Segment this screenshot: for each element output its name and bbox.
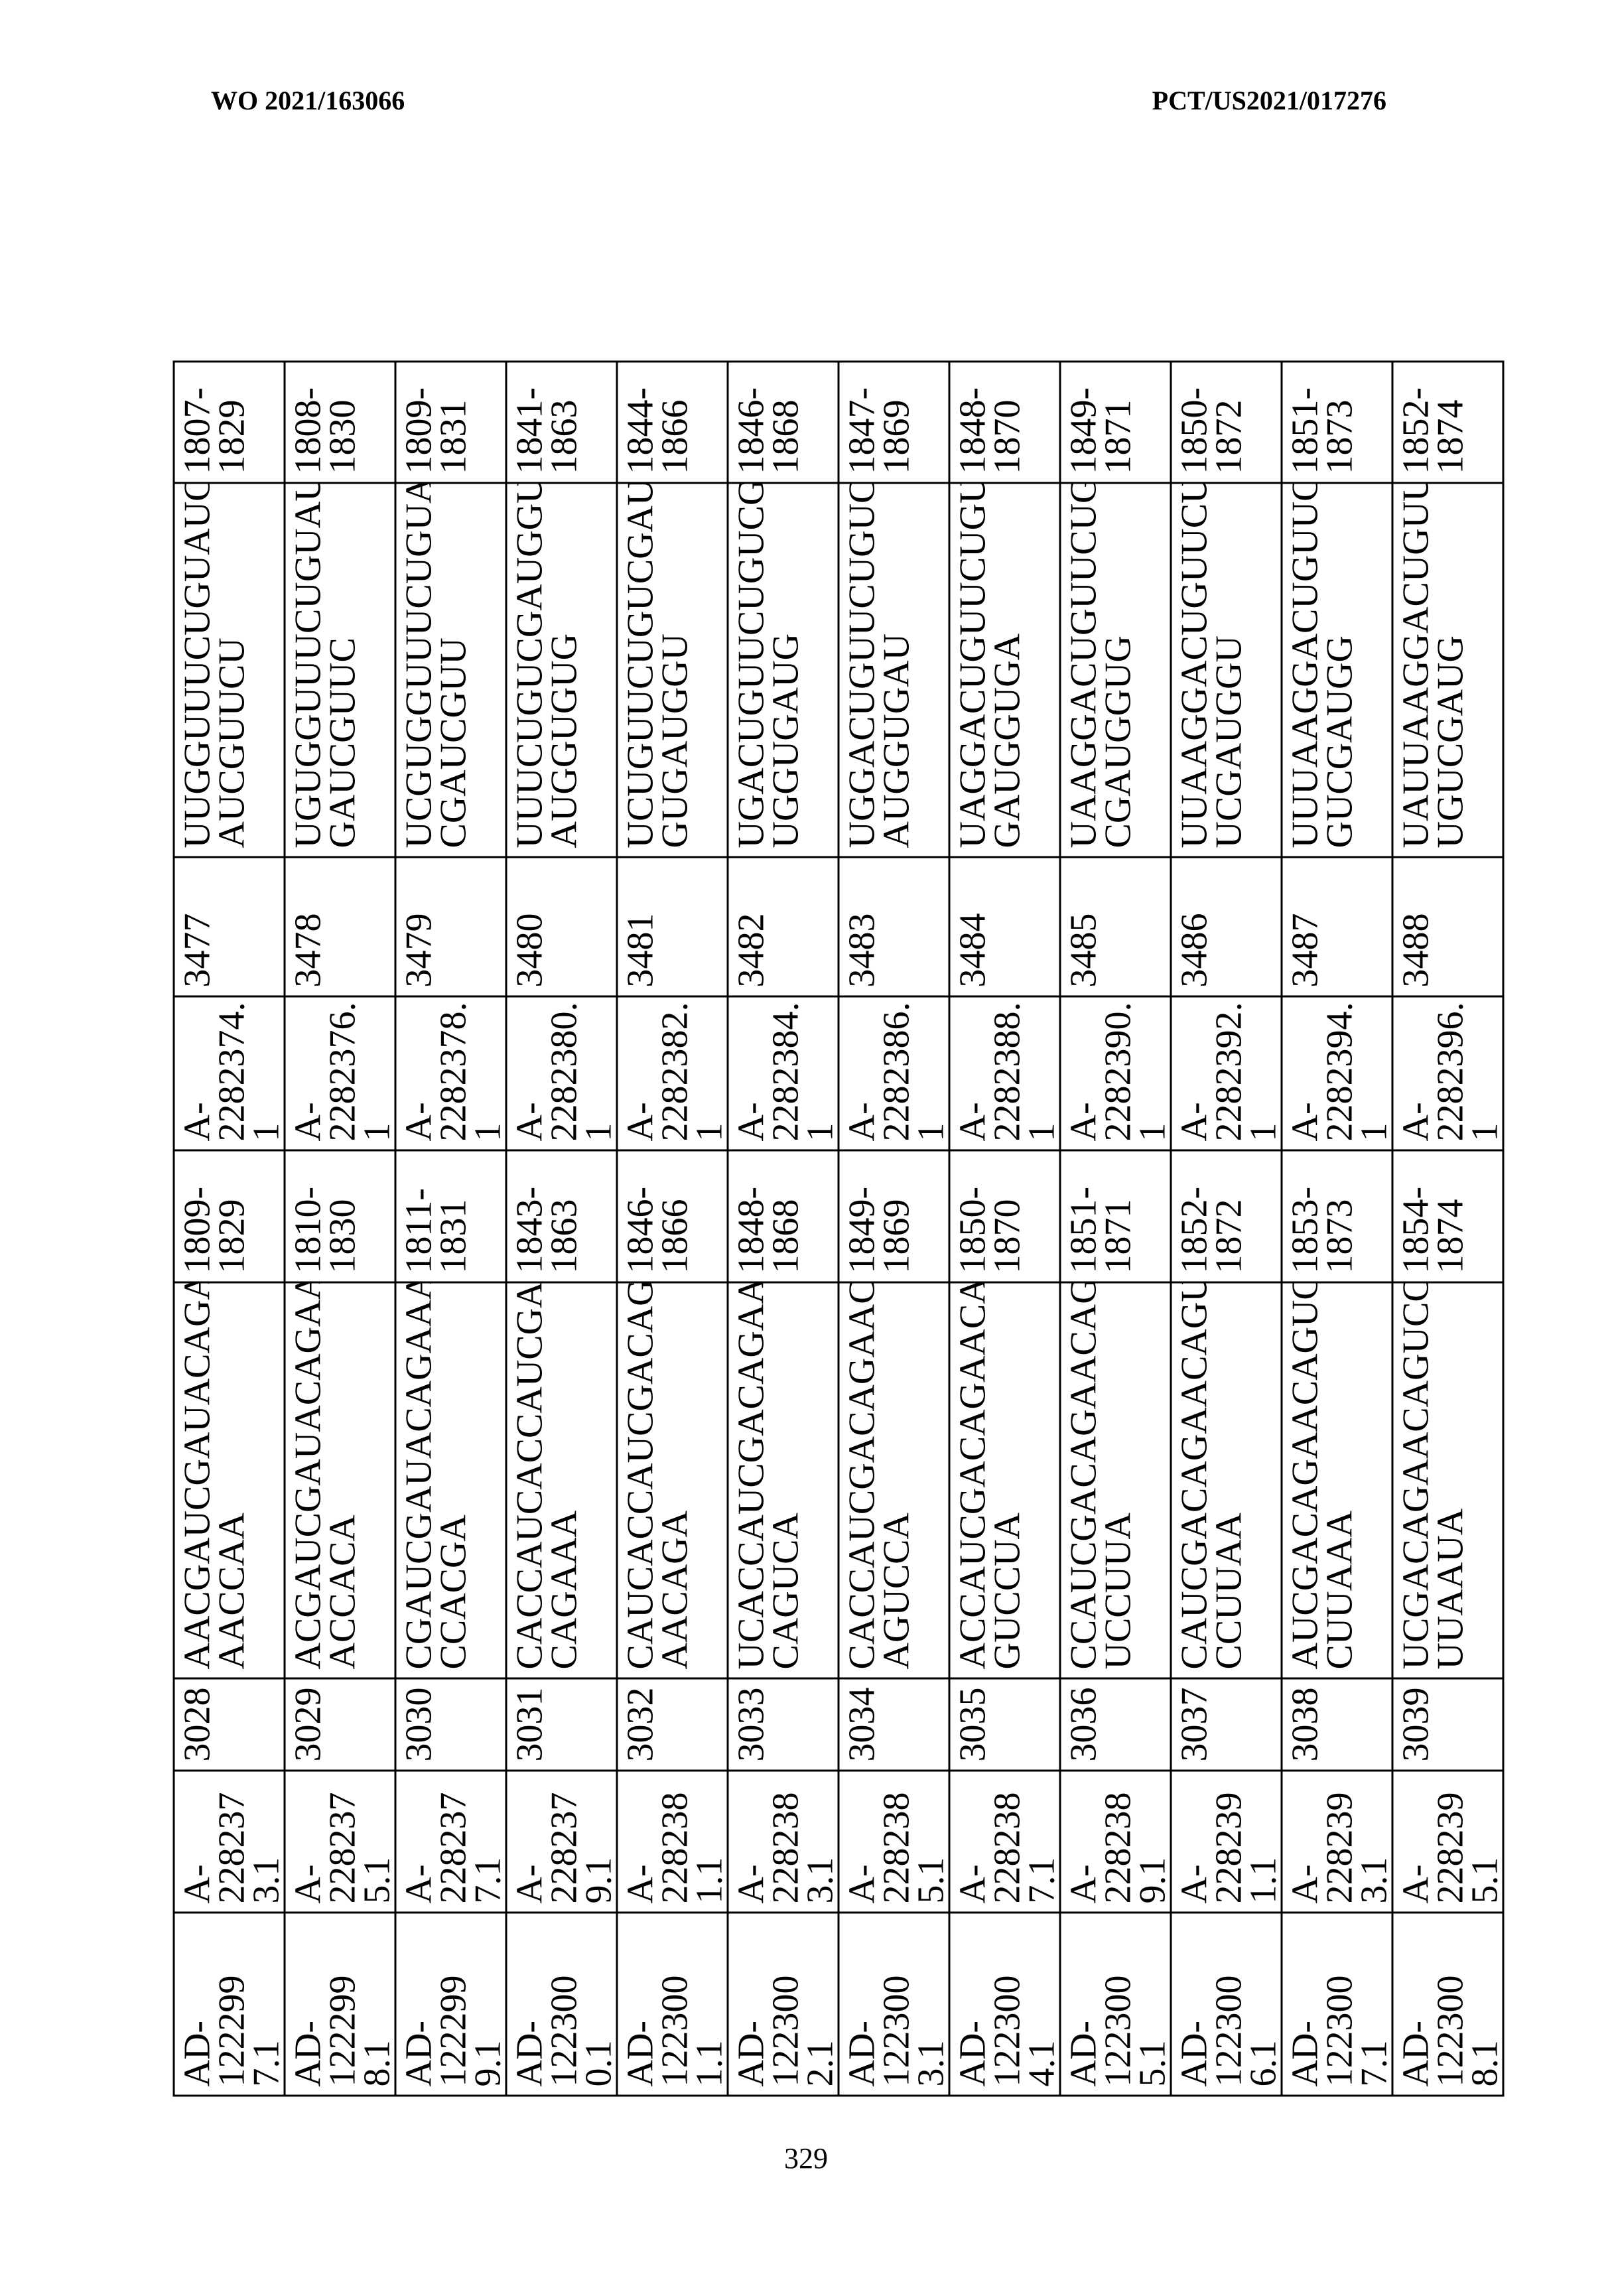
antisense-seq-id-cell: 3484 bbox=[949, 857, 1060, 996]
sense-range-cell: 1852- 1872 bbox=[1171, 1150, 1282, 1282]
antisense-range-cell: 1808- 1830 bbox=[285, 362, 395, 483]
antisense-sequence-cell: UUGGUUUCUGUAUCG AUCGUUCU bbox=[174, 483, 285, 857]
sense-range-cell: 1848- 1868 bbox=[728, 1150, 839, 1282]
antisense-range-cell: 1850- 1872 bbox=[1171, 362, 1282, 483]
sense-oligo-id-cell: A- 228238 3.1 bbox=[728, 1771, 839, 1913]
sense-range-cell: 1849- 1869 bbox=[839, 1150, 949, 1282]
antisense-seq-id-cell: 3485 bbox=[1060, 857, 1171, 996]
antisense-oligo-id-cell: A- 2282392. 1 bbox=[1171, 996, 1282, 1150]
sense-range-cell: 1809- 1829 bbox=[174, 1150, 285, 1282]
antisense-seq-id-cell: 3480 bbox=[506, 857, 617, 996]
duplex-id-cell: AD- 122300 2.1 bbox=[728, 1913, 839, 2096]
antisense-sequence-cell: UGGACUGUUCUGUCG AUGGUGAU bbox=[839, 483, 949, 857]
table-row bbox=[285, 362, 395, 2096]
sense-seq-id-cell: 3033 bbox=[728, 1678, 839, 1771]
antisense-range-cell: 1847- 1869 bbox=[839, 362, 949, 483]
sense-range-cell: 1846- 1866 bbox=[617, 1150, 728, 1282]
duplex-id-cell: AD- 122300 3.1 bbox=[839, 1913, 949, 2096]
sense-range-cell: 1810- 1830 bbox=[285, 1150, 395, 1282]
table-row bbox=[617, 362, 728, 2096]
duplex-id-cell: AD- 122299 8.1 bbox=[285, 1913, 395, 2096]
antisense-sequence-cell: UAUUAAGGACUGUUC UGUCGAUG bbox=[1392, 483, 1503, 857]
antisense-range-cell: 1844- 1866 bbox=[617, 362, 728, 483]
publication-number: WO 2021/163066 bbox=[211, 85, 405, 116]
antisense-range-cell: 1846- 1868 bbox=[728, 362, 839, 483]
table-row bbox=[174, 362, 285, 2096]
antisense-oligo-id-cell: A- 2282396. 1 bbox=[1392, 996, 1503, 1150]
antisense-seq-id-cell: 3488 bbox=[1392, 857, 1503, 996]
duplex-id-cell: AD- 122299 7.1 bbox=[174, 1913, 285, 2096]
antisense-seq-id-cell: 3487 bbox=[1282, 857, 1392, 996]
antisense-oligo-id-cell: A- 2282394. 1 bbox=[1282, 996, 1392, 1150]
sense-sequence-cell: CACCAUCACCAUCGA CAGAAA bbox=[506, 1282, 617, 1678]
antisense-oligo-id-cell: A- 2282386. 1 bbox=[839, 996, 949, 1150]
sense-seq-id-cell: 3034 bbox=[839, 1678, 949, 1771]
table-row bbox=[1060, 362, 1171, 2096]
sense-range-cell: 1851- 1871 bbox=[1060, 1150, 1171, 1282]
duplex-id-cell: AD- 122299 9.1 bbox=[395, 1913, 506, 2096]
sense-seq-id-cell: 3037 bbox=[1171, 1678, 1282, 1771]
antisense-range-cell: 1852- 1874 bbox=[1392, 362, 1503, 483]
duplex-id-cell: AD- 122300 8.1 bbox=[1392, 1913, 1503, 2096]
antisense-seq-id-cell: 3483 bbox=[839, 857, 949, 996]
sense-oligo-id-cell: A- 228239 1.1 bbox=[1171, 1771, 1282, 1913]
antisense-range-cell: 1841- 1863 bbox=[506, 362, 617, 483]
rotated-table-container bbox=[172, 362, 1449, 2096]
application-number: PCT/US2021/017276 bbox=[1152, 85, 1386, 116]
sense-oligo-id-cell: A- 228238 7.1 bbox=[949, 1771, 1060, 1913]
table-row bbox=[839, 362, 949, 2096]
sense-sequence-cell: CACCAUCGACAGAAC AGUCCA bbox=[839, 1282, 949, 1678]
sense-oligo-id-cell: A- 228239 5.1 bbox=[1392, 1771, 1503, 1913]
antisense-range-cell: 1807- 1829 bbox=[174, 362, 285, 483]
table-row bbox=[728, 362, 839, 2096]
sense-oligo-id-cell: A- 228238 5.1 bbox=[839, 1771, 949, 1913]
duplex-id-cell: AD- 122300 1.1 bbox=[617, 1913, 728, 2096]
antisense-range-cell: 1849- 1871 bbox=[1060, 362, 1171, 483]
antisense-oligo-id-cell: A- 2282384. 1 bbox=[728, 996, 839, 1150]
sense-range-cell: 1853- 1873 bbox=[1282, 1150, 1392, 1282]
antisense-sequence-cell: UCGUGGUUUCUGUAU CGAUCGUU bbox=[395, 483, 506, 857]
antisense-range-cell: 1851- 1873 bbox=[1282, 362, 1392, 483]
table-row bbox=[506, 362, 617, 2096]
sense-seq-id-cell: 3039 bbox=[1392, 1678, 1503, 1771]
sense-sequence-cell: AACGAUCGAUACAGA AACCAA bbox=[174, 1282, 285, 1678]
sense-sequence-cell: UCGACAGAACAGUCC UUAAUA bbox=[1392, 1282, 1503, 1678]
table-row bbox=[395, 362, 506, 2096]
antisense-sequence-cell: UUUAAGGACUGUUCU GUCGAUGG bbox=[1282, 483, 1392, 857]
sense-oligo-id-cell: A- 228237 7.1 bbox=[395, 1771, 506, 1913]
antisense-seq-id-cell: 3482 bbox=[728, 857, 839, 996]
sense-oligo-id-cell: A- 228237 3.1 bbox=[174, 1771, 285, 1913]
duplex-id-cell: AD- 122300 0.1 bbox=[506, 1913, 617, 2096]
sense-sequence-cell: ACGAUCGAUACAGAA ACCACA bbox=[285, 1282, 395, 1678]
antisense-sequence-cell: UAAGGACUGUUCUGU CGAUGGUG bbox=[1060, 483, 1171, 857]
antisense-range-cell: 1809- 1831 bbox=[395, 362, 506, 483]
duplex-id-cell: AD- 122300 7.1 bbox=[1282, 1913, 1392, 2096]
antisense-sequence-cell: UCUGUUCUGUCGAUG GUGAUGGU bbox=[617, 483, 728, 857]
antisense-range-cell: 1848- 1870 bbox=[949, 362, 1060, 483]
table-row bbox=[1171, 362, 1282, 2096]
sense-oligo-id-cell: A- 228238 9.1 bbox=[1060, 1771, 1171, 1913]
sense-seq-id-cell: 3030 bbox=[395, 1678, 506, 1771]
sense-seq-id-cell: 3031 bbox=[506, 1678, 617, 1771]
sense-seq-id-cell: 3038 bbox=[1282, 1678, 1392, 1771]
antisense-oligo-id-cell: A- 2282380. 1 bbox=[506, 996, 617, 1150]
antisense-sequence-cell: UAGGACUGUUCUGUC GAUGGUGA bbox=[949, 483, 1060, 857]
antisense-seq-id-cell: 3481 bbox=[617, 857, 728, 996]
antisense-oligo-id-cell: A- 2282390. 1 bbox=[1060, 996, 1171, 1150]
sense-range-cell: 1854- 1874 bbox=[1392, 1150, 1503, 1282]
sense-sequence-cell: ACCAUCGACAGAACA GUCCUA bbox=[949, 1282, 1060, 1678]
antisense-sequence-cell: UUUCUGUCGAUGGUG AUGGUGUG bbox=[506, 483, 617, 857]
sense-seq-id-cell: 3028 bbox=[174, 1678, 285, 1771]
antisense-oligo-id-cell: A- 2282388. 1 bbox=[949, 996, 1060, 1150]
sense-sequence-cell: CAUCGACAGAACAGU CCUUAA bbox=[1171, 1282, 1282, 1678]
antisense-oligo-id-cell: A- 2282374. 1 bbox=[174, 996, 285, 1150]
sense-oligo-id-cell: A- 228239 3.1 bbox=[1282, 1771, 1392, 1913]
antisense-seq-id-cell: 3486 bbox=[1171, 857, 1282, 996]
table-row bbox=[949, 362, 1060, 2096]
sense-seq-id-cell: 3036 bbox=[1060, 1678, 1171, 1771]
antisense-seq-id-cell: 3478 bbox=[285, 857, 395, 996]
sense-seq-id-cell: 3032 bbox=[617, 1678, 728, 1771]
sense-seq-id-cell: 3035 bbox=[949, 1678, 1060, 1771]
sense-oligo-id-cell: A- 228237 9.1 bbox=[506, 1771, 617, 1913]
sense-sequence-cell: CAUCACCAUCGACAG AACAGA bbox=[617, 1282, 728, 1678]
sense-range-cell: 1843- 1863 bbox=[506, 1150, 617, 1282]
antisense-sequence-cell: UGUGGUUUCUGUAUC GAUCGUUC bbox=[285, 483, 395, 857]
antisense-oligo-id-cell: A- 2282378. 1 bbox=[395, 996, 506, 1150]
antisense-sequence-cell: UGACUGUUCUGUCGA UGGUGAUG bbox=[728, 483, 839, 857]
sense-range-cell: 1850- 1870 bbox=[949, 1150, 1060, 1282]
antisense-oligo-id-cell: A- 2282382. 1 bbox=[617, 996, 728, 1150]
sense-sequence-cell: CGAUCGAUACAGAAA CCACGA bbox=[395, 1282, 506, 1678]
antisense-sequence-cell: UUAAGGACUGUUCUG UCGAUGGU bbox=[1171, 483, 1282, 857]
sense-oligo-id-cell: A- 228237 5.1 bbox=[285, 1771, 395, 1913]
antisense-seq-id-cell: 3479 bbox=[395, 857, 506, 996]
antisense-oligo-id-cell: A- 2282376. 1 bbox=[285, 996, 395, 1150]
duplex-id-cell: AD- 122300 5.1 bbox=[1060, 1913, 1171, 2096]
duplex-id-cell: AD- 122300 4.1 bbox=[949, 1913, 1060, 2096]
page-number: 329 bbox=[0, 2141, 1612, 2175]
table-row bbox=[1392, 362, 1503, 2096]
antisense-seq-id-cell: 3477 bbox=[174, 857, 285, 996]
sense-range-cell: 1811- 1831 bbox=[395, 1150, 506, 1282]
duplex-id-cell: AD- 122300 6.1 bbox=[1171, 1913, 1282, 2096]
sense-sequence-cell: CCAUCGACAGAACAG UCCUUA bbox=[1060, 1282, 1171, 1678]
sequence-table bbox=[172, 360, 1504, 2096]
table-row bbox=[1282, 362, 1392, 2096]
sense-sequence-cell: AUCGACAGAACAGUC CUUAAA bbox=[1282, 1282, 1392, 1678]
sense-oligo-id-cell: A- 228238 1.1 bbox=[617, 1771, 728, 1913]
sense-seq-id-cell: 3029 bbox=[285, 1678, 395, 1771]
sense-sequence-cell: UCACCAUCGACAGAA CAGUCA bbox=[728, 1282, 839, 1678]
